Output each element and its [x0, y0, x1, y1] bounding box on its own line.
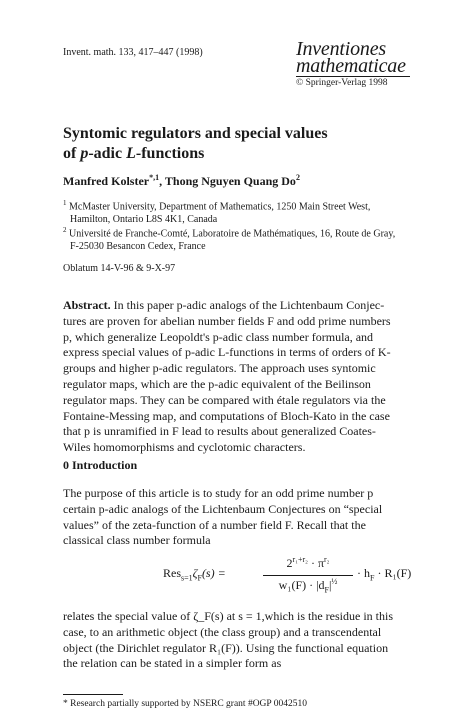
- author-list: Manfred Kolster$^{*,1}$, Thong Nguyen Quang Do$^2$: [63, 173, 300, 188]
- title-line2: of p-adic L-functions: [63, 145, 205, 162]
- abstract-line: p, which generalize Leopoldt's p-adic class number formula, and: [63, 329, 374, 344]
- abstract-line: regulator maps, which are the p-adic equivalent of the Beilinson: [63, 376, 371, 391]
- brand-line2: mathematicae: [296, 55, 406, 77]
- fraction-numerator: $2^{r_1+r_2} \cdot \pi^{r_2}$: [286, 555, 330, 570]
- footnote: * Research partially supported by NSERC grant #OGP 0042510: [63, 699, 307, 709]
- affiliation: $^2$ Université de Franche-Comté, Laboratoire de Mathématiques, 16, Route de Gray, F-25030 Besancon Cedex, France: [63, 226, 396, 252]
- abstract-line: tures are proven for abelian number fields F and odd prime numbers: [63, 313, 391, 328]
- after-line: relates the special value of ζ_F(s) at s = 1,which is the residue in this: [63, 609, 393, 623]
- journal-reference: Invent. math. 133, 417–447 (1998): [63, 47, 203, 58]
- class-number-formula: $Res_{s=1}\zeta_F(s)$ = $2^{r_1+r_2} \cdot \pi^{r_2}$ $w_1(F) \cdot |d_F|^{\frac{1}{2}}$ · $h_F \cdot R_1(F)$: [163, 555, 412, 595]
- abstract-label: Abstract.: [63, 298, 111, 312]
- intro-paragraph: [63, 486, 413, 549]
- author-name: Manfred Kolster: [63, 174, 150, 188]
- after-formula-paragraph: [63, 609, 413, 672]
- intro-line: values” of the zeta-function of a number field F. Recall that the: [63, 517, 366, 532]
- after-line: object (the Dirichlet regulator R₁(F)). Using the functional equation: [63, 640, 389, 655]
- footnote-rule: [63, 694, 123, 695]
- abstract-line: that p is unramified in F lead to results about generalized Coates-: [63, 424, 376, 439]
- journal-brand: [296, 38, 410, 89]
- author-marks: 2: [295, 173, 300, 182]
- abstract: Abstract. In this paper p-adic analogs of the Lichtenbaum Conjec- tures are proven for abelian number fields F and odd prime numbers p, which generalize Leopoldt's p-adic class number formula, and express special values of p-adic L-functions in terms of orders of K- groups and higher p-adic regulators. The approach uses syntomic regulator maps, which are the p-adic equivalent of the Beilinson regulator maps. They can be compared with étale regulators via the Fontaine-Messing map, and computations of Bloch-Kato in the case that p is unramified in F lead to results about generalized Coates- Wiles homomorphisms and cyclotomic characters.: [63, 298, 413, 456]
- section-heading: 0 Introduction: [63, 458, 138, 472]
- abstract-line: groups and higher p-adic regulators. The approach uses syntomic: [63, 361, 376, 376]
- received-date: Oblatum 14-V-96 & 9-X-97: [63, 263, 176, 274]
- author-name: Thong Nguyen Quang Do: [164, 174, 296, 188]
- after-line: case, to an arithmetic object (the class group) and a transcendental: [63, 624, 382, 639]
- intro-line: classical class number formula: [63, 533, 211, 548]
- abstract-line: regulator maps. They can be compared with étale regulators via the: [63, 392, 386, 407]
- abstract-line: express special values of p-adic L-functions in terms of orders of K-: [63, 345, 391, 360]
- brand-line1: Inventiones: [296, 38, 386, 60]
- abstract-line: Fontaine-Messing map, and computations of Bloch-Kato in the case: [63, 408, 390, 423]
- abstract-line: Wiles homomorphisms and cyclotomic characters.: [63, 440, 306, 455]
- fraction-denominator: $w_1(F) \cdot |d_F|^{\frac{1}{2}}$: [278, 577, 338, 595]
- intro-line: certain p-adic analogs of the Lichtenbaum Conjectures on “special: [63, 501, 383, 516]
- fraction-bar: [263, 575, 353, 576]
- brand-copyright: © Springer-Verlag 1998: [296, 78, 388, 88]
- title-line1: Syntomic regulators and special values: [63, 125, 328, 142]
- after-line: the relation can be stated in a simpler form as: [63, 656, 282, 671]
- intro-line: The purpose of this article is to study for an odd prime number p: [63, 486, 374, 500]
- affiliation: $^1$ McMaster University, Department of Mathematics, 1250 Main Street West, Hamilton, Ontario L8S 4K1, Canada: [63, 199, 371, 225]
- author-marks: *,1: [149, 173, 160, 182]
- paper-title: [63, 124, 423, 164]
